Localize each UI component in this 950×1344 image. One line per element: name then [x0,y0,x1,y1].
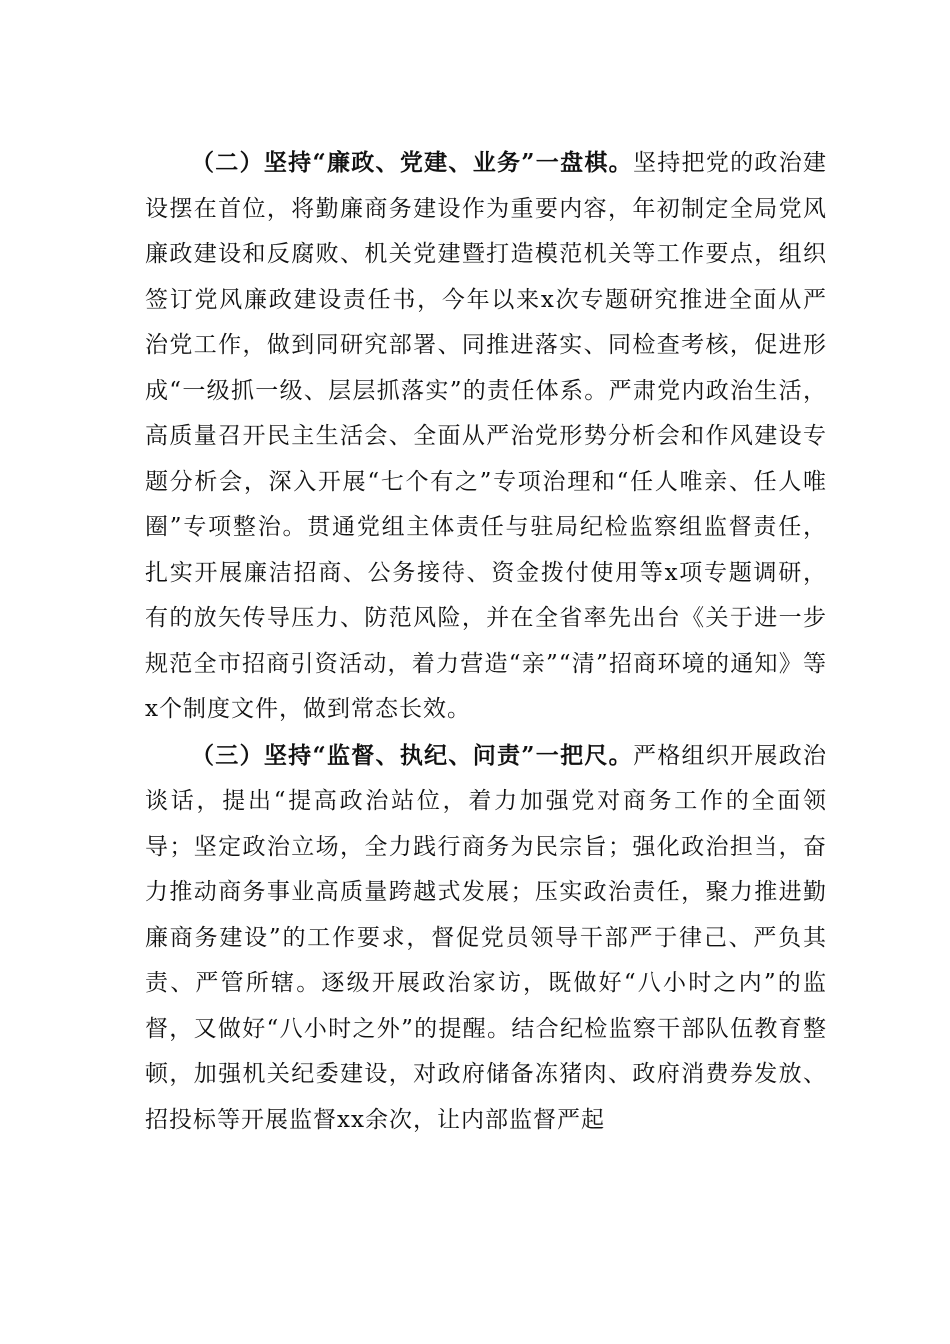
paragraph-heading: （三）坚持“监督、执纪、问责”一把尺。 [191,741,633,769]
paragraph-text: 坚持把党的政治建设摆在首位，将勤廉商务建设作为重要内容，年初制定全局党风廉政建设和反腐败、机关党建暨打造模范机关等工作要点，组织签订党风廉政建设责任书，今年以来x次专题研究推进全面从严治党工作，做到同研究部署、同推进落实、同检查考核，促进形成“一级抓一级、层层抓落实”的责任体系。严肃党内政治生活，高质量召开民主生活会、全面从严治党形势分析会和作风建设专题分析会，深入开展“七个有之”专项治理和“任人唯亲、任人唯圈”专项整治。贯通党组主体责任与驻局纪检监察组监督责任，扎实开展廉洁招商、公务接待、资金拨付使用等x项专题调研，有的放矢传导压力、防范风险，并在全省率先出台《关于进一步规范全市招商引资活动，着力营造“亲”“清”招商环境的通知》等x个制度文件，做到常态长效。 [145,150,827,722]
paragraph-text: 严格组织开展政治谈话，提出“提高政治站位，着力加强党对商务工作的全面领导；坚定政治立场，全力践行商务为民宗旨；强化政治担当，奋力推动商务事业高质量跨越式发展；压实政治责任，聚力推进勤廉商务建设”的工作要求，督促党员领导干部严于律己、严负其责、严管所辖。逐级开展政治家访，既做好“八小时之内”的监督，又做好“八小时之外”的提醒。结合纪检监察干部队伍教育整顿，加强机关纪委建设，对政府储备冻猪肉、政府消费券发放、招投标等开展监督xx余次，让内部监督严起 [145,742,827,1133]
paragraph-integrity-party-business [145,140,827,733]
paragraph-supervision-discipline-accountability [145,733,827,1144]
document-body [145,140,827,1143]
paragraph-heading: （二）坚持“廉政、党建、业务”一盘棋。 [191,149,633,176]
